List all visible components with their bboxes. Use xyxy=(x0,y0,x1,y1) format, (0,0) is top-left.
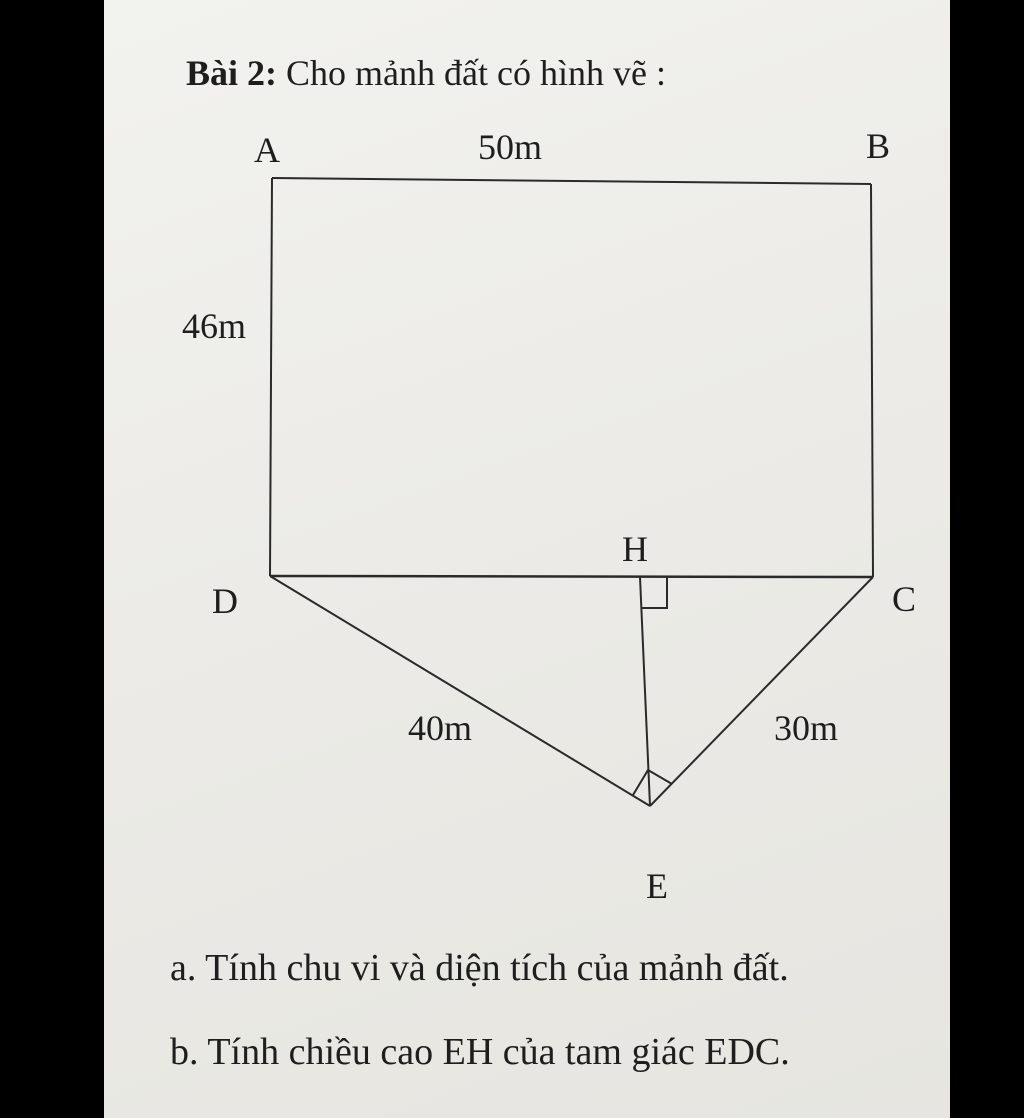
side-AB xyxy=(272,178,871,184)
vertex-label-D: D xyxy=(212,581,238,621)
side-DC xyxy=(270,576,873,577)
vertex-label-H: H xyxy=(622,529,648,569)
side-DE xyxy=(270,576,650,806)
side-CE xyxy=(650,577,873,806)
question-a: a. Tính chu vi và diện tích của mảnh đất. xyxy=(170,947,789,989)
altitude-EH xyxy=(640,577,650,806)
vertex-label-E: E xyxy=(646,866,668,906)
exercise-number: Bài 2: xyxy=(186,53,278,93)
side-BC xyxy=(871,184,873,577)
exercise-prompt: Cho mảnh đất có hình vẽ : xyxy=(286,53,666,93)
vertex-label-A: A xyxy=(254,130,280,170)
question-b: b. Tính chiều cao EH của tam giác EDC. xyxy=(170,1031,790,1073)
side-AD xyxy=(270,178,272,576)
length-label-AB: 50m xyxy=(478,127,543,167)
vertex-label-B: B xyxy=(866,126,891,166)
vertex-label-C: C xyxy=(892,579,917,619)
length-label-CE: 30m xyxy=(774,708,839,748)
length-label-DE: 40m xyxy=(408,708,473,748)
right-angle-mark-E xyxy=(633,770,672,795)
right-angle-mark-H xyxy=(641,577,667,608)
length-label-AD: 46m xyxy=(182,306,247,346)
